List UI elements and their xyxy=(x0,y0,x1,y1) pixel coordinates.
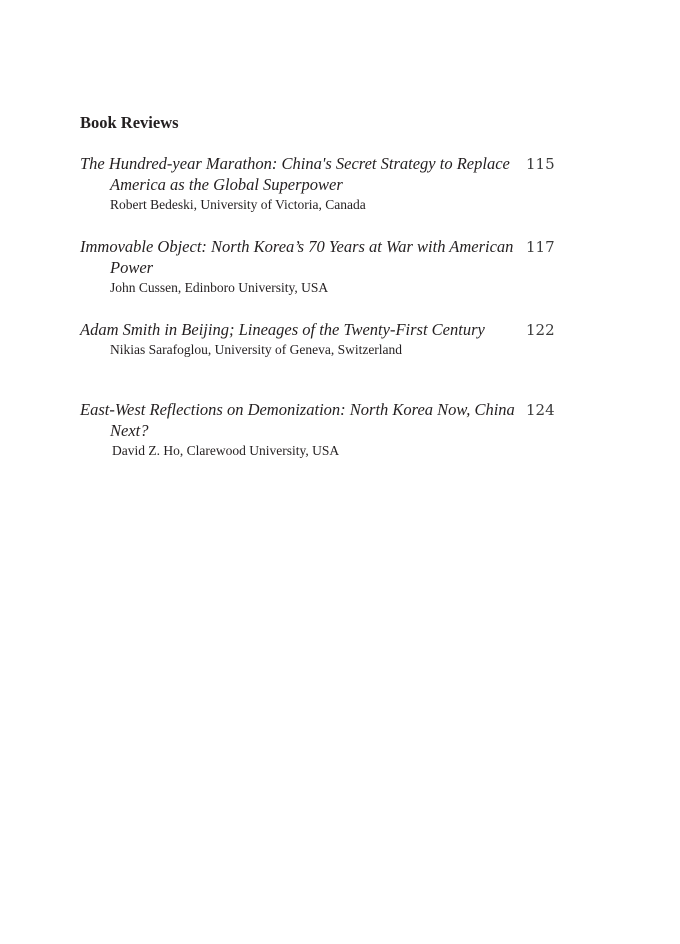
toc-entry xyxy=(80,399,560,460)
toc-entry xyxy=(80,319,560,359)
entry-author: John Cussen, Edinboro University, USA xyxy=(110,280,329,295)
entry-page-number: 124 xyxy=(526,401,555,419)
toc-entry xyxy=(80,153,560,214)
entry-title: Adam Smith in Beijing; Lineages of the Twenty-First Century xyxy=(80,320,485,339)
entry-author: Nikias Sarafoglou, University of Geneva, Switzerland xyxy=(110,342,403,357)
entry-page-number: 115 xyxy=(526,155,555,173)
entry-title: Immovable Object: North Korea’s 70 Years at War with American Power xyxy=(80,237,514,277)
toc-entry xyxy=(80,236,560,297)
section-heading: Book Reviews xyxy=(80,113,179,132)
entry-title: East-West Reflections on Demonization: North Korea Now, China Next? xyxy=(80,400,515,440)
entry-page-number: 122 xyxy=(526,321,555,339)
entry-title: The Hundred-year Marathon: China's Secret Strategy to Replace America as the Global Superpower xyxy=(80,154,510,194)
entry-author: Robert Bedeski, University of Victoria, Canada xyxy=(110,197,366,212)
entry-author: David Z. Ho, Clarewood University, USA xyxy=(112,443,340,458)
entry-page-number: 117 xyxy=(526,238,555,256)
